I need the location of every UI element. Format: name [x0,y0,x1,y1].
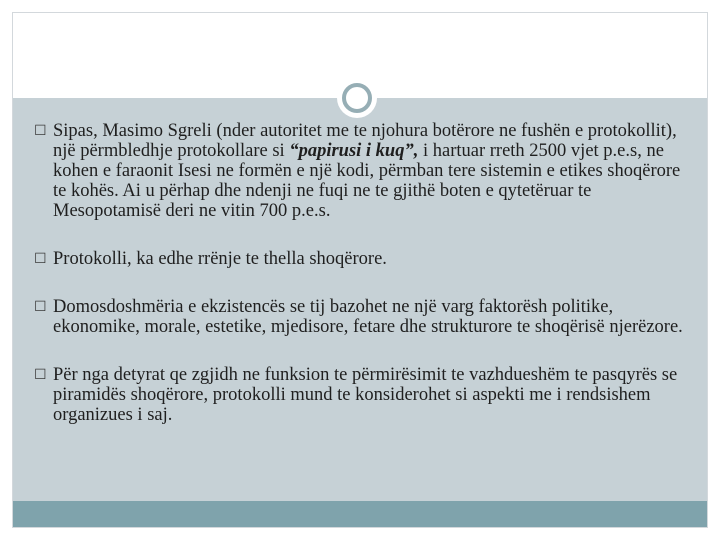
bullet-text: Domosdoshmëria e ekzistencës se tij bazohet ne një varg faktorësh politike, ekonomike, morale, estetike, mjedisore, fetare dhe strukturore te shoqërisë njerëzore. [53,297,683,337]
bullet-item [34,365,694,425]
footer-bar [13,501,707,527]
checkbox-square-icon: ☐ [34,299,47,315]
bullet-item [34,249,694,269]
bullet-text-end: i hartuar rreth 2500 vjet p.e.s, ne kohen e faraonit Isesi ne formën e një kodi, përmban tere sistemin e etikes shoqërore te kohës. Ai u përhap dhe ndenji ne fuqi ne te gjithë boten e qytetëruar te Mesopotamisë deri ne vitin 700 p.e.s. [53,141,681,221]
bullet-text [53,121,680,221]
bullet-item [34,297,694,337]
bullet-text-start: Sipas, Masimo Sgreli (nder autoritet me te njohura botërore ne fushën e protokollit), një përmbledhje protokollare si [53,121,677,161]
checkbox-square-icon: ☐ [34,123,47,139]
bullet-text: Protokolli, ka edhe rrënje te thella shoqërore. [53,249,387,269]
divider-ring-ornament [337,78,377,118]
bullet-text-emphasis: “papirusi i kuq”, [289,141,419,161]
bullet-item [34,121,694,221]
checkbox-square-icon: ☐ [34,367,47,383]
bullet-list [34,121,694,425]
bullet-text: Për nga detyrat qe zgjidh ne funksion te përmirësimit te vazhdueshëm te pasqyrës se piramidës shoqërore, protokolli mund te konsiderohet si aspekti me i rendsishem organizues i saj. [53,365,678,425]
checkbox-square-icon: ☐ [34,251,47,267]
